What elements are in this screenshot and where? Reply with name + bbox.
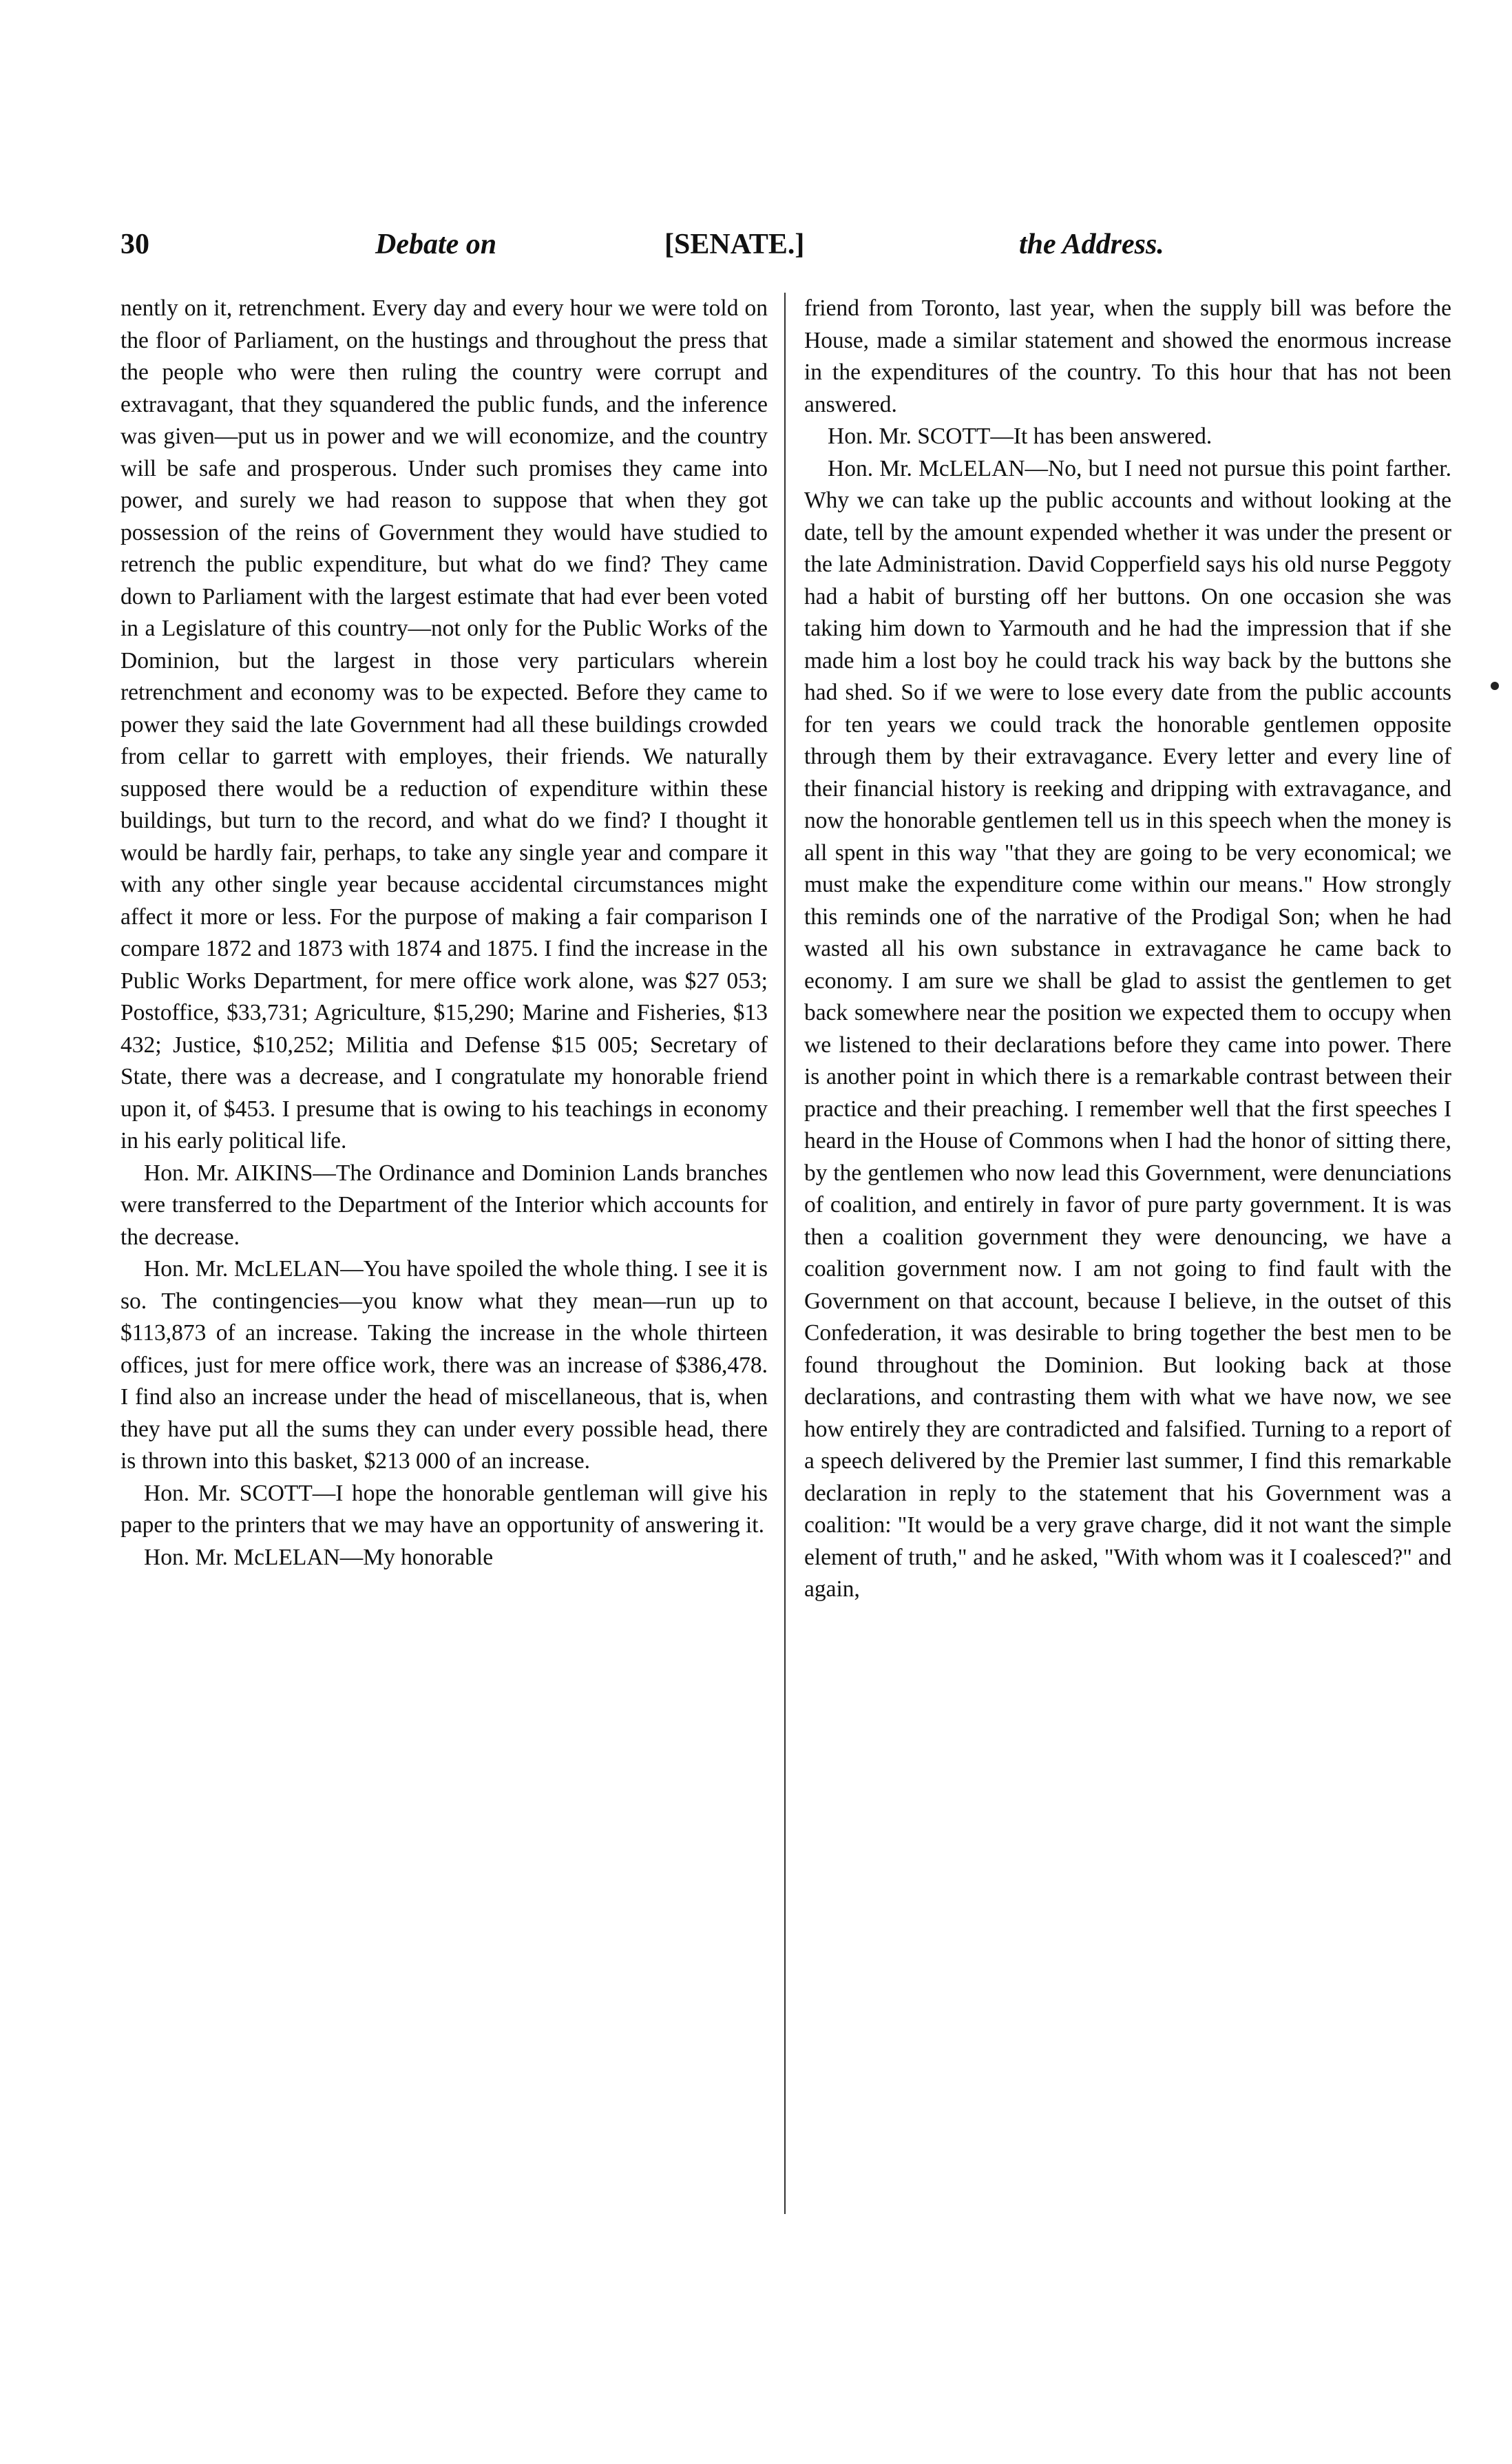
paragraph: nently on it, retrenchment. Every day and every hour we were told on the floor of Parliament, on the hustings and throughout the press that the people who were then ruling the country were corrupt and extravagant, that they squandered the public funds, and the inference was given—put us in power and we will economize, and the country will be safe and prosperous. Under such promises they came into power, and surely we had reason to suppose that when they got possession of the reins of Government they would have studied to retrench the public expenditure, but what do we find? They came down to Parliament with the largest estimate that had ever been voted in a Legislature of this country—not only for the Public Works of the Dominion, but the largest in those very particulars wherein retrenchment and economy was to be expected. Before they came to power they said the late Government had all these buildings crowded from cellar to garrett with employes, their friends. We naturally supposed there would be a reduction of expenditure within these buildings, but turn to the record, and what do we find? I thought it would be hardly fair, perhaps, to take any single year and compare it with any other single year because accidental circumstances might affect it more or less. For the purpose of making a fair comparison I compare 1872 and 1873 with 1874 and 1875. I find the increase in the Public Works Department, for mere office work alone, was $27 053; Postoffice, $33,731; Agriculture, $15,290; Marine and Fisheries, $13 432; Justice, $10,252; Militia and Defense $15 005; Secretary of State, there was a decrease, and I congratulate my honorable friend upon it, of $453. I presume that is owing to his teachings in economy in his early political life. — [120, 295, 768, 1153]
paragraph: Hon. Mr. McLELAN—You have spoiled the whole thing. I see it is so. The contingencies—you know what they mean—run up to $113,873 of an increase. Taking the increase in the whole thirteen offices, just for mere office work, there was an increase of $386,478. I find also an increase under the head of miscellaneous, that is, when they have put all the sums they can under every possible head, there is thrown into this basket, $213 000 of an increase. — [120, 1256, 768, 1474]
paragraph: Hon. Mr. McLELAN—My honorable — [144, 1544, 494, 1570]
right-column — [804, 293, 1451, 2359]
paragraph: friend from Toronto, last year, when the supply bill was before the House, made a similar statement and showed the enormous increase in the expenditures of the country. To this hour that has not been answered. — [804, 295, 1451, 417]
page-number: 30 — [120, 229, 149, 260]
page-header — [120, 224, 1208, 265]
left-column — [120, 293, 768, 2359]
paragraph: Hon. Mr. SCOTT—I hope the honorable gentleman will give his paper to the printers that we may have an opportunity of answering it. — [120, 1480, 768, 1538]
column-divider — [784, 293, 786, 2214]
margin-mark — [1491, 682, 1499, 690]
paragraph: Hon. Mr. McLELAN—No, but I need not pursue this point farther. Why we can take up the public accounts and without looking at the date, tell by the amount expended whether it was under the present or the late Administration. David Copperfield says his old nurse Peggoty had a habit of bursting off her buttons. On one occasion she was taking him down to Yarmouth and he had the impression that if she made him a lost boy he could track his way back by the buttons she had shed. So if we were to lose every date from the public accounts for ten years we could track the honorable gentlemen opposite through them by their extravagance. Every letter and every line of their financial history is reeking and dripping with extravagance, and now the honorable gentlemen tell us in this speech when the money is all spent in this way "that they are going to be very economical; we must make the expenditure come within our means." How strongly this reminds one of the narrative of the Prodigal Son; when he had wasted all his own substance in extravagance he came back to economy. I am sure we shall be glad to assist the gentlemen to get back somewhere near the position we expected them to occupy when we listened to their declarations before they came into power. There is another point in which there is a remarkable contrast between their practice and their preaching. I remember well that the first speeches I heard in the House of Commons when I had the honor of sitting there, by the gentlemen who now lead this Government, were denunciations of coalition, and entirely in favor of pure party government. It is was then a coalition government they were denouncing, we have a coalition government now. I am not going to find fault with the Government on that account, because I believe, in the outset of this Confederation, it was desirable to bring together the best men to be found throughout the Dominion. But looking back at those declarations, and contrasting them with what we have now, we see how entirely they are contradicted and falsified. Turning to a report of a speech delivered by the Premier last summer, I find this remarkable declaration in reply to the statement that his Government was a coalition: "It would be a very grave charge, did it not want the simple element of truth," and he asked, "With whom was it I coalesced?" and again, — [804, 455, 1451, 1602]
header-left-title: Debate on — [375, 229, 497, 260]
header-center-title: [SENATE.] — [664, 229, 805, 260]
paragraph: Hon. Mr. AIKINS—The Ordinance and Dominion Lands branches were transferred to the Department of the Interior which accounts for the decrease. — [120, 1160, 768, 1250]
header-right-title: the Address. — [1019, 229, 1164, 260]
paragraph: Hon. Mr. SCOTT—It has been answered. — [828, 424, 1212, 449]
